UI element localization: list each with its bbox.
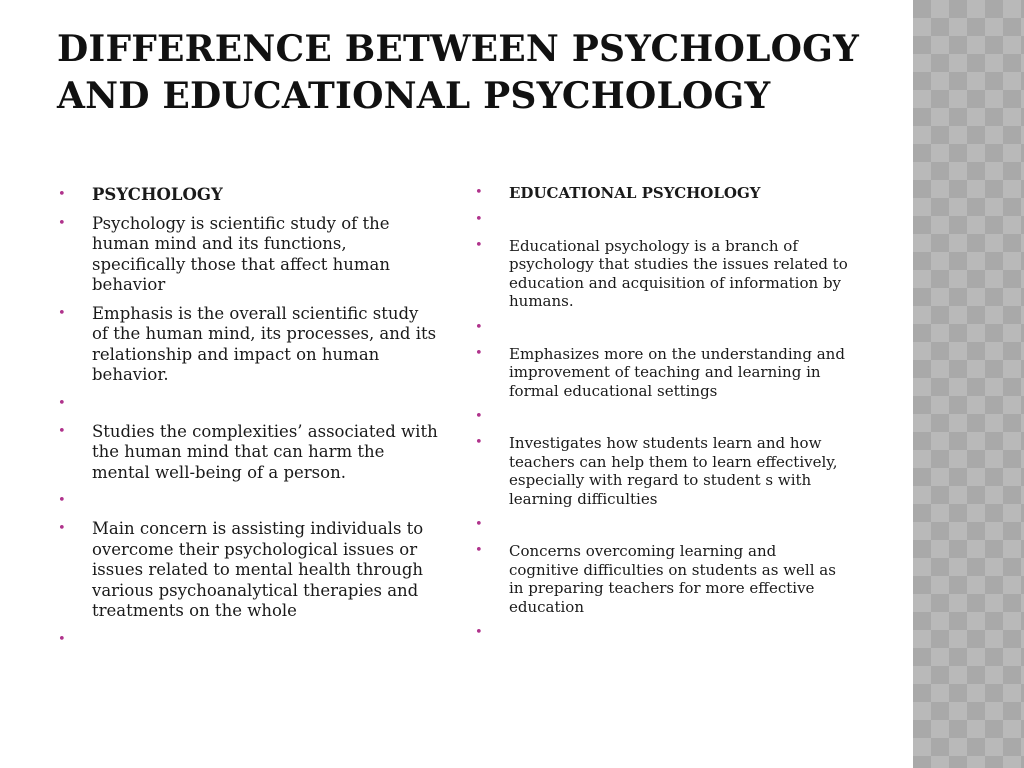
bullet-icon: • [475, 435, 483, 450]
right-list-item-empty [475, 211, 850, 229]
bullet-icon: • [475, 345, 483, 361]
right-list-item [475, 542, 850, 616]
bullet-icon: • [475, 185, 483, 200]
left-item-text: Studies the complexities’ associated with the human mind that can harm the mental well-being of a person. [92, 421, 438, 482]
bullet-icon: • [58, 395, 66, 411]
right-column-list [475, 184, 850, 650]
right-list-item-empty [475, 624, 850, 642]
bullet-icon: • [475, 625, 483, 640]
right-list-item-empty [475, 319, 850, 337]
left-column-list [58, 185, 438, 658]
left-list-item-empty [58, 394, 438, 414]
left-list-item [58, 304, 438, 386]
left-list-item-empty [58, 491, 438, 511]
right-item-text: Investigates how students learn and how teachers can help them to learn effectively, especially with regard to student s with learning difficulties [509, 434, 838, 508]
bullet-icon: • [475, 237, 483, 253]
slide-title: DIFFERENCE BETWEEN PSYCHOLOGY AND EDUCATIONAL PSYCHOLOGY [57, 28, 859, 117]
left-column-heading [58, 185, 438, 206]
bullet-icon: • [58, 493, 66, 508]
right-list-item-empty [475, 408, 850, 426]
bullet-icon: • [475, 543, 483, 558]
right-item-text: Educational psychology is a branch of psychology that studies the issues related to education and acquisition of information by humans. [509, 236, 848, 310]
left-list-item-empty [58, 630, 438, 650]
right-list-item-empty [475, 516, 850, 534]
left-heading-text: PSYCHOLOGY [92, 185, 223, 204]
right-column-heading [475, 184, 850, 203]
bullet-icon: • [58, 187, 66, 202]
bullet-icon: • [58, 215, 66, 231]
right-list-item [475, 434, 850, 508]
bullet-icon: • [475, 319, 483, 335]
right-list-item [475, 237, 850, 311]
right-heading-text: EDUCATIONAL PSYCHOLOGY [509, 184, 761, 202]
bullet-icon: • [475, 211, 483, 227]
right-list-item [475, 345, 850, 401]
decorative-side-pattern [913, 0, 1024, 768]
left-item-text: Emphasis is the overall scientific study of the human mind, its processes, and its relationship and impact on human behavior. [92, 303, 437, 384]
right-item-text: Concerns overcoming learning and cognitive difficulties on students as well as in preparing teachers for more effective education [509, 542, 836, 616]
left-list-item [58, 422, 438, 484]
bullet-icon: • [58, 305, 66, 321]
left-list-item [58, 214, 438, 296]
bullet-icon: • [475, 517, 483, 532]
bullet-icon: • [475, 409, 483, 424]
bullet-icon: • [58, 631, 66, 647]
bullet-icon: • [58, 521, 66, 536]
left-list-item [58, 519, 438, 622]
left-item-text: Main concern is assisting individuals to overcome their psychological issues or issues related to mental health through various psychoanalytical therapies and treatments on the whole [92, 519, 424, 620]
left-item-text: Psychology is scientific study of the human mind and its functions, specifically those that affect human behavior [92, 213, 390, 294]
right-item-text: Emphasizes more on the understanding and improvement of teaching and learning in formal educational settings [509, 344, 845, 400]
bullet-icon: • [58, 423, 66, 439]
